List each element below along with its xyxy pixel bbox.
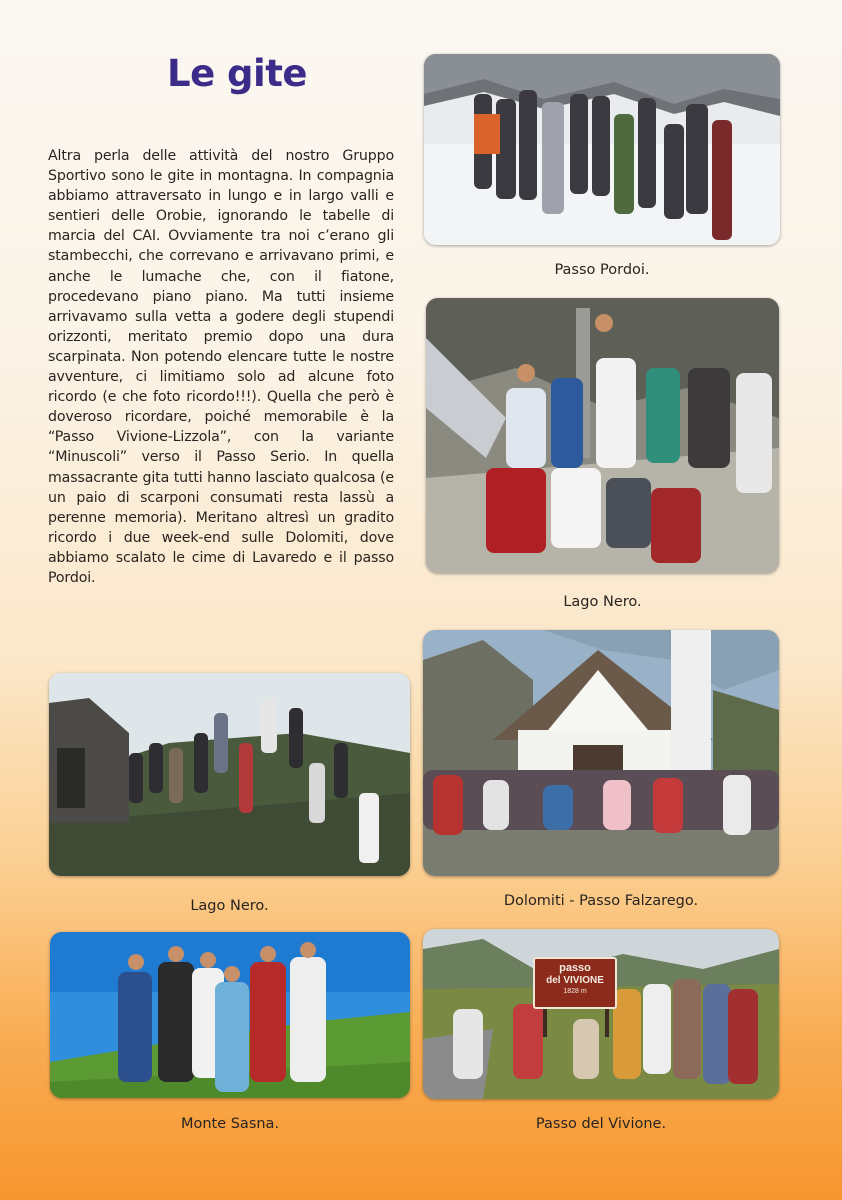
- caption-lago-nero-2: Lago Nero.: [190, 898, 269, 914]
- caption-lago-nero-1: Lago Nero.: [563, 594, 642, 610]
- photo-passo-del-vivione: [423, 929, 779, 1099]
- sign-altitude: 1828 m: [563, 988, 587, 995]
- caption-monte-sasna: Monte Sasna.: [180, 1116, 280, 1132]
- photo-lago-nero-2: [49, 673, 410, 876]
- page-title: Le gite: [167, 52, 308, 95]
- passo-vivione-sign: [533, 957, 617, 1009]
- sign-line2: del VIVIONE: [546, 975, 604, 986]
- caption-passo-pordoi: Passo Pordoi.: [554, 262, 650, 278]
- caption-passo-falzarego: Dolomiti - Passo Falzarego.: [503, 893, 699, 909]
- caption-passo-del-vivione: Passo del Vivione.: [535, 1116, 667, 1132]
- photo-lago-nero-1: [426, 298, 779, 573]
- article-body: Altra perla delle attività del nostro Gruppo Sportivo sono le gite in montagna. In compagnia abbiamo attraversato in lungo e in largo valli e sentieri delle Orobie, ignorando le tabelle di marcia del CAI. Ovviamente tra noi c’erano gli stambecchi, che correvano e arrivavano primi, e anche le lumache che, con il fiatone, procedevano piano piano. Ma tutti insieme arrivavamo sulla vetta a godere degli stupendi orizzonti, meritato premio dopo una dura scarpinata. Non potendo elencare tutte le nostre avventure, ci limitiamo solo ad alcune foto ricordo (e che foto ricordo!!!). Quella che però è doveroso ricordare, poiché memorabile è la “Passo Vivione-Lizzola”, con la variante “Minuscoli” verso il Passo Serio. In quella massacrante gita tutti hanno lasciato qualcosa (e un paio di scarponi consumati resta lassù a perenne memoria). Meritano altresì un gradito ricordo i due week-end sulle Dolomiti, dove abbiamo scalato le cime di Lavaredo e il passo Pordoi.: [48, 148, 394, 586]
- photo-monte-sasna: [50, 932, 410, 1098]
- photo-passo-falzarego: [423, 630, 779, 876]
- photo-passo-pordoi: [424, 54, 780, 245]
- sign-line1: passo: [559, 962, 591, 974]
